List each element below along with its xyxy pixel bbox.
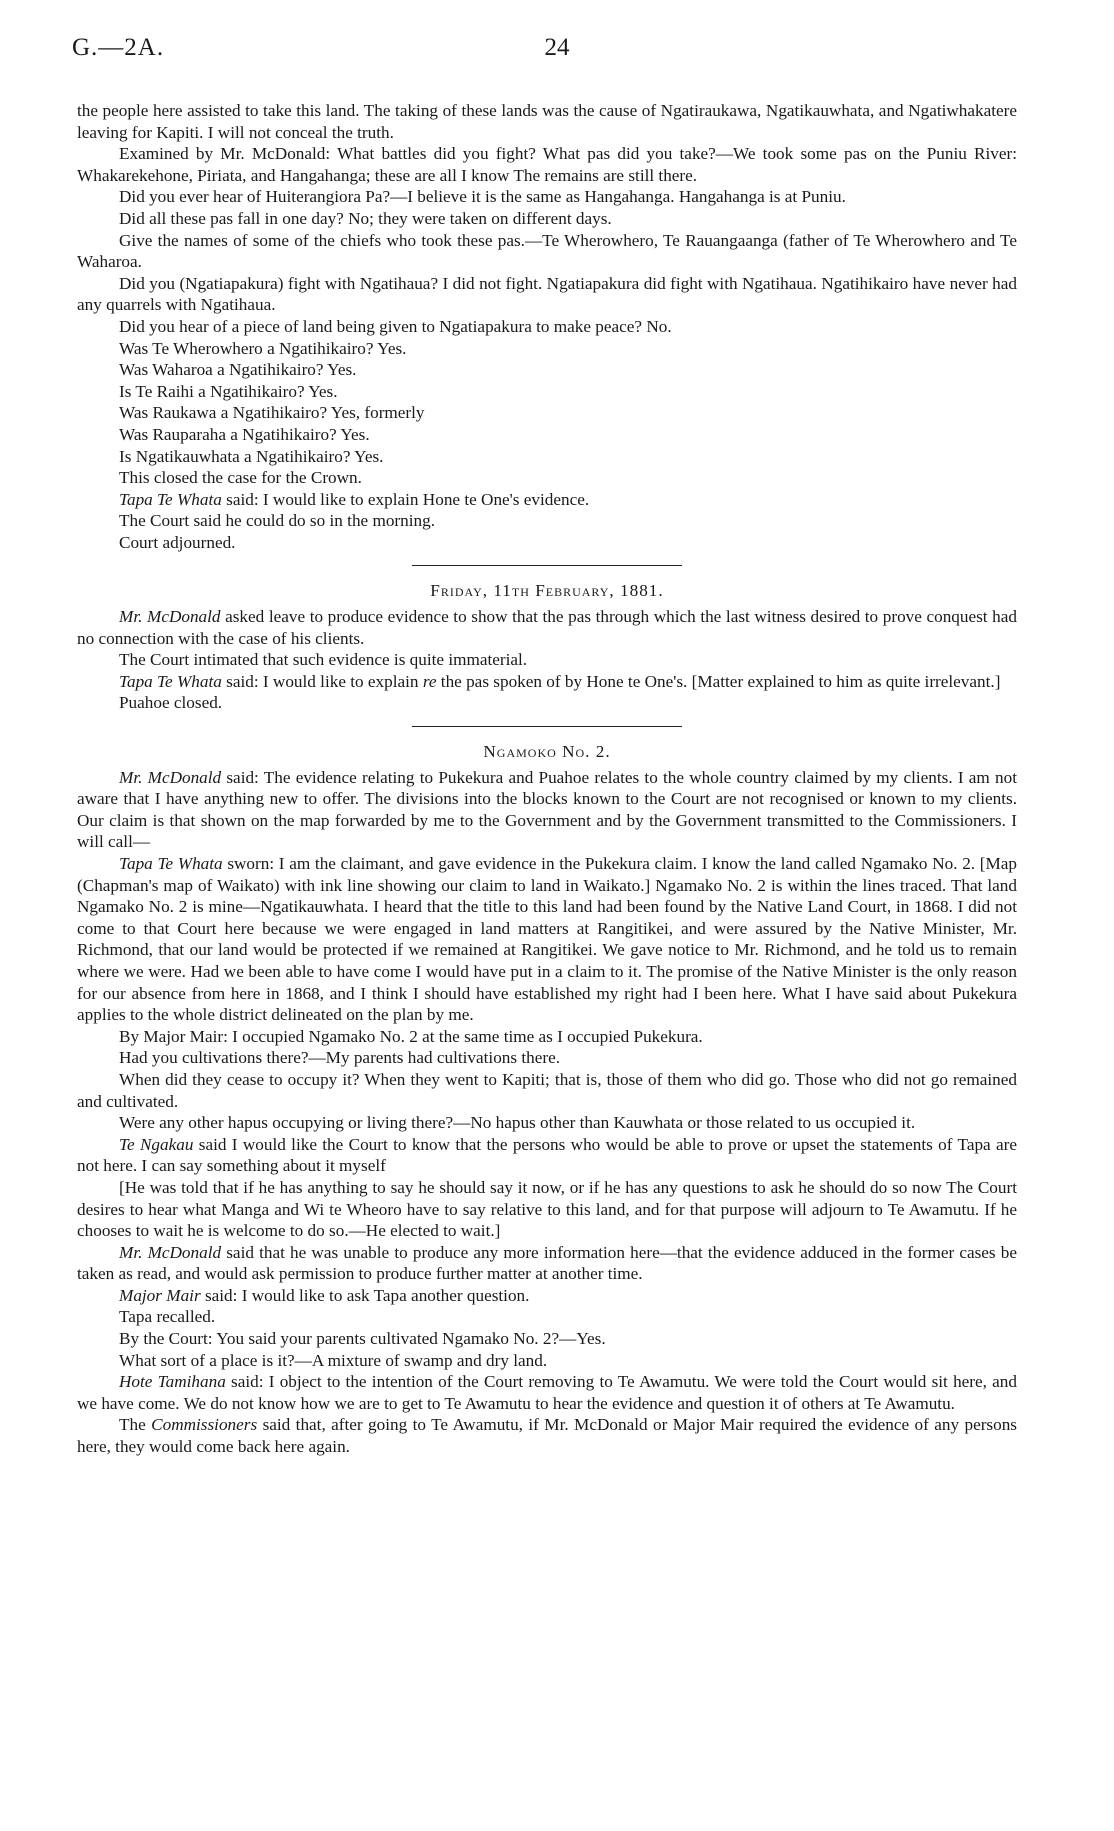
paragraph: Mr. McDonald said that he was unable to produce any more information here—that the evidence adduced in the former cases be taken as read, and would ask permission to produce further matter at another time.	[77, 1242, 1017, 1284]
paragraph: Was Rauparaha a Ngatihikairo? Yes.	[119, 424, 370, 444]
paragraph: Hote Tamihana said: I object to the intention of the Court removing to Te Awamutu. We were told the Court would sit here, and we have come. We do not know how we are to get to Te Awamutu to hear the evidence and question it of others at Te Awamutu.	[77, 1372, 1017, 1413]
document-body	[77, 100, 1017, 1458]
paragraph: Was Raukawa a Ngatihikairo? Yes, formerly	[119, 403, 425, 423]
paragraph: Did you hear of a piece of land being given to Ngatiapakura to make peace? No.	[119, 316, 672, 336]
paragraph: Is Ngatikauwhata a Ngatihikairo? Yes.	[119, 446, 384, 466]
paragraph: Were any other hapus occupying or living there?—No hapus other than Kauwhata or those related to us occupied it.	[119, 1113, 916, 1133]
document-reference: G.—2A.	[72, 34, 165, 61]
paragraph: Mr. McDonald asked leave to produce evidence to show that the pas through which the last witness desired to prove conquest had no connection with the case of his clients.	[77, 607, 1017, 648]
paragraph: [He was told that if he has anything to say he should say it now, or if he has any questions to ask he should do so now The Court desires to hear what Manga and Wi te Wheoro have to say relative to this land, and for that purpose will adjourn to Te Awamutu. If he chooses to wait he is welcome to do so.—He elected to wait.]	[77, 1177, 1017, 1241]
page-header	[72, 34, 1042, 74]
paragraph: Major Mair said: I would like to ask Tapa another question.	[119, 1285, 530, 1305]
speaker-name: Te Ngakau	[119, 1134, 194, 1154]
paragraph: the people here assisted to take this land. The taking of these lands was the cause of Ngatiraukawa, Ngatikauwhata, and Ngatiwhakatere leaving for Kapiti. I will not conceal the truth.	[77, 101, 1017, 142]
paragraph: Is Te Raihi a Ngatihikairo? Yes.	[119, 381, 338, 401]
paragraph: Was Waharoa a Ngatihikairo? Yes.	[119, 360, 357, 380]
paragraph: Had you cultivations there?—My parents had cultivations there.	[119, 1048, 561, 1068]
paragraph: The Court intimated that such evidence is quite immaterial.	[119, 650, 528, 670]
paragraph: By Major Mair: I occupied Ngamako No. 2 at the same time as I occupied Pukekura.	[119, 1026, 703, 1046]
paragraph: Court adjourned.	[119, 532, 236, 552]
paragraph: Did you (Ngatiapakura) fight with Ngatihaua? I did not fight. Ngatiapakura did fight with Ngatihaua. Ngatihikairo have never had any quarrels with Ngatihaua.	[77, 273, 1017, 315]
paragraph: Tapa Te Whata said: I would like to explain re the pas spoken of by Hone te One's. [Matter explained to him as quite irrelevant.]	[119, 671, 1001, 691]
paragraph: By the Court: You said your parents cultivated Ngamako No. 2?—Yes.	[119, 1329, 606, 1349]
speaker-name: Major Mair	[119, 1285, 201, 1305]
paragraph: Puahoe closed.	[119, 693, 223, 713]
paragraph: Tapa Te Whata said: I would like to explain Hone te One's evidence.	[119, 489, 590, 509]
paragraph: Examined by Mr. McDonald: What battles did you fight? What pas did you take?—We took some pas on the Puniu River: Whakarekehone, Piriata, and Hangahanga; these are all I know The remains are still there.	[77, 144, 1017, 185]
section-divider	[412, 726, 682, 727]
paragraph: The Court said he could do so in the morning.	[119, 511, 436, 531]
paragraph: Did you ever hear of Huiterangiora Pa?—I believe it is the same as Hangahanga. Hangahanga is at Puniu.	[119, 187, 846, 207]
speaker-name: Commissioners	[151, 1415, 258, 1435]
speaker-name: Hote Tamihana	[119, 1372, 226, 1392]
paragraph: Tapa Te Whata sworn: I am the claimant, and gave evidence in the Pukekura claim. I know the land called Ngamako No. 2. [Map (Chapman's map of Waikato) with ink line showing our claim to land in Waikato.] Ngamako No. 2 is within the lines traced. That land Ngamako No. 2 is mine—Ngatikauwhata. I heard that the title to this land had been found by the Native Land Court, in 1868. I did not come to that Court here because we were engaged in land matters at Rangitikei, and were assured by the Native Minister, Mr. Richmond, that our land would be protected if we remained at Rangitikei. We gave notice to Mr. Richmond, and he told us to remain where we were. Had we been able to have come I would have put in a claim to it. The promise of the Native Minister is the only reason for our absence from here in 1868, and I think I should have established my right had I been here. What I have said about Pukekura applies to the whole district delineated on the plan by me.	[77, 854, 1018, 1025]
paragraph: Tapa recalled.	[119, 1307, 216, 1327]
page-number: 24	[544, 34, 570, 61]
paragraph: Give the names of some of the chiefs who took these pas.—Te Wherowhero, Te Rauangaanga (father of Te Wherowhero and Te Waharoa.	[77, 230, 1017, 272]
section-heading: Friday, 11th February, 1881.	[430, 581, 664, 601]
speaker-name: Mr. McDonald	[119, 607, 221, 627]
paragraph: What sort of a place is it?—A mixture of swamp and dry land.	[119, 1350, 548, 1370]
paragraph: Was Te Wherowhero a Ngatihikairo? Yes.	[119, 338, 407, 358]
speaker-name: Mr. McDonald	[119, 1242, 222, 1262]
paragraph: Te Ngakau said I would like the Court to know that the persons who would be able to prove or upset the statements of Tapa are not here. I can say something about it myself	[77, 1134, 1017, 1176]
speaker-name: Tapa Te Whata	[119, 854, 223, 873]
speaker-name: Mr. McDonald	[119, 767, 222, 787]
paragraph: Mr. McDonald said: The evidence relating to Pukekura and Puahoe relates to the whole country claimed by my clients. I am not aware that I have anything new to offer. The divisions into the blocks known to the Court are not recognised or known to my clients. Our claim is that shown on the map forwarded by me to the Government and by the Government transmitted to the Commissioners. I will call—	[77, 767, 1017, 852]
section-heading: Ngamoko No. 2.	[483, 742, 611, 762]
speaker-name: Tapa Te Whata	[119, 489, 222, 509]
paragraph: When did they cease to occupy it? When they went to Kapiti; that is, those of them who did go. Those who did not go remained and cultivated.	[77, 1069, 1017, 1111]
speaker-name: Tapa Te Whata	[119, 671, 222, 691]
section-divider	[412, 565, 682, 566]
paragraph: This closed the case for the Crown.	[119, 468, 362, 488]
paragraph: Did all these pas fall in one day? No; they were taken on different days.	[119, 208, 612, 228]
paragraph: The Commissioners said that, after going to Te Awamutu, if Mr. McDonald or Major Mair required the evidence of any persons here, they would come back here again.	[77, 1415, 1017, 1457]
